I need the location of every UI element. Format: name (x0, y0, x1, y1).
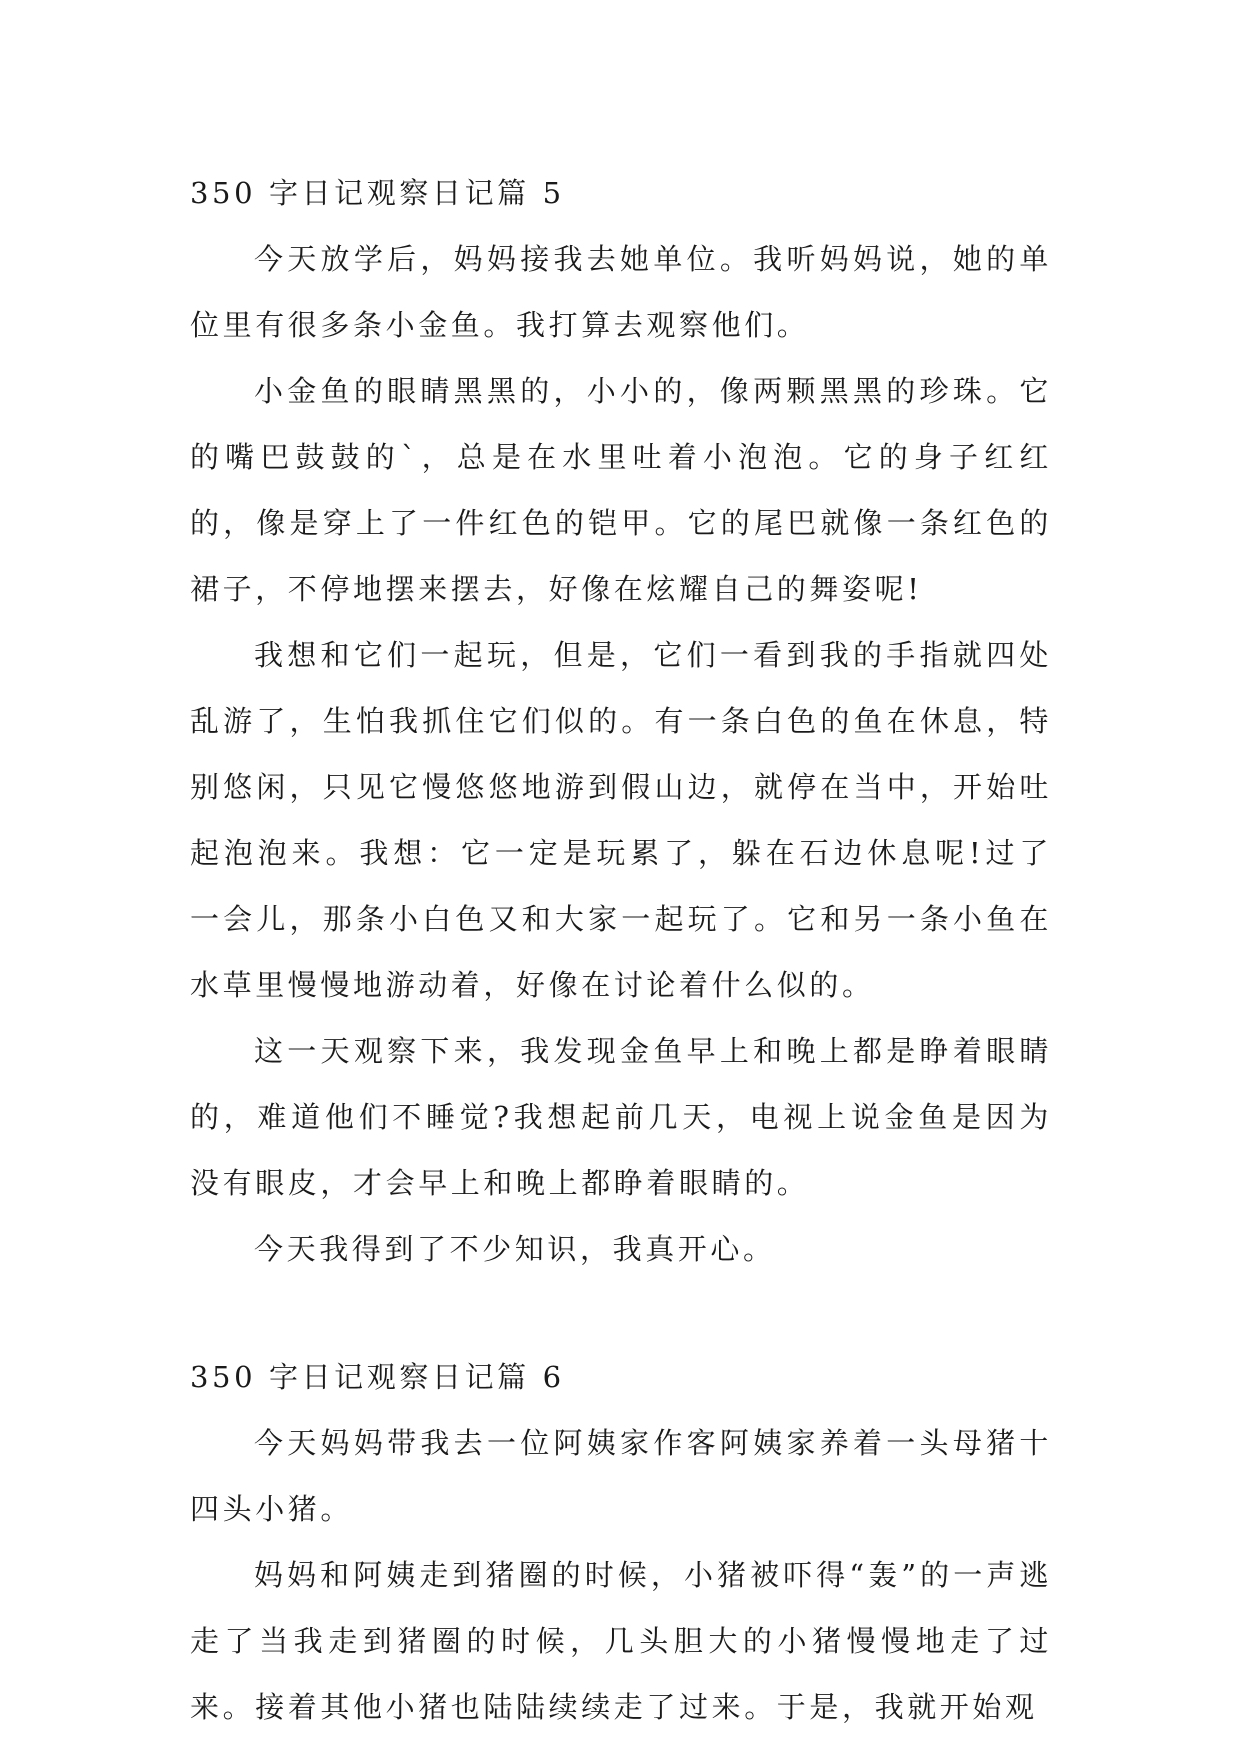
paragraph: 我想和它们一起玩，但是，它们一看到我的手指就四处乱游了，生怕我抓住它们似的。有一条白色的鱼在休息，特别悠闲，只见它慢悠悠地游到假山边，就停在当中，开始吐起泡泡来。我想：它一定是玩累了，躲在石边休息呢!过了一会儿，那条小白色又和大家一起玩了。它和另一条小鱼在水草里慢慢地游动着，好像在讨论着什么似的。 (190, 638, 1052, 1002)
document-body (190, 160, 1052, 1740)
paragraph: 今天妈妈带我去一位阿姨家作客阿姨家养着一头母猪十四头小猪。 (190, 1426, 1052, 1526)
section-divider (190, 1282, 1052, 1344)
section-title-6: 350 字日记观察日记篇 6 (190, 1360, 565, 1394)
paragraph: 这一天观察下来，我发现金鱼早上和晚上都是睁着眼睛的，难道他们不睡觉?我想起前几天，电视上说金鱼是因为没有眼皮，才会早上和晚上都睁着眼睛的。 (190, 1034, 1052, 1200)
paragraph: 妈妈和阿姨走到猪圈的时候，小猪被吓得“轰”的一声逃走了当我走到猪圈的时候，几头胆大的小猪慢慢地走了过来。接着其他小猪也陆陆续续走了过来。于是，我就开始观 (190, 1558, 1052, 1724)
paragraph: 小金鱼的眼睛黑黑的，小小的，像两颗黑黑的珍珠。它的嘴巴鼓鼓的`，总是在水里吐着小泡泡。它的身子红红的，像是穿上了一件红色的铠甲。它的尾巴就像一条红色的裙子，不停地摆来摆去，好像在炫耀自己的舞姿呢! (190, 374, 1052, 606)
section-title-5: 350 字日记观察日记篇 5 (190, 176, 565, 210)
paragraph: 今天放学后，妈妈接我去她单位。我听妈妈说，她的单位里有很多条小金鱼。我打算去观察他们。 (190, 242, 1052, 342)
paragraph: 今天我得到了不少知识，我真开心。 (254, 1232, 776, 1266)
